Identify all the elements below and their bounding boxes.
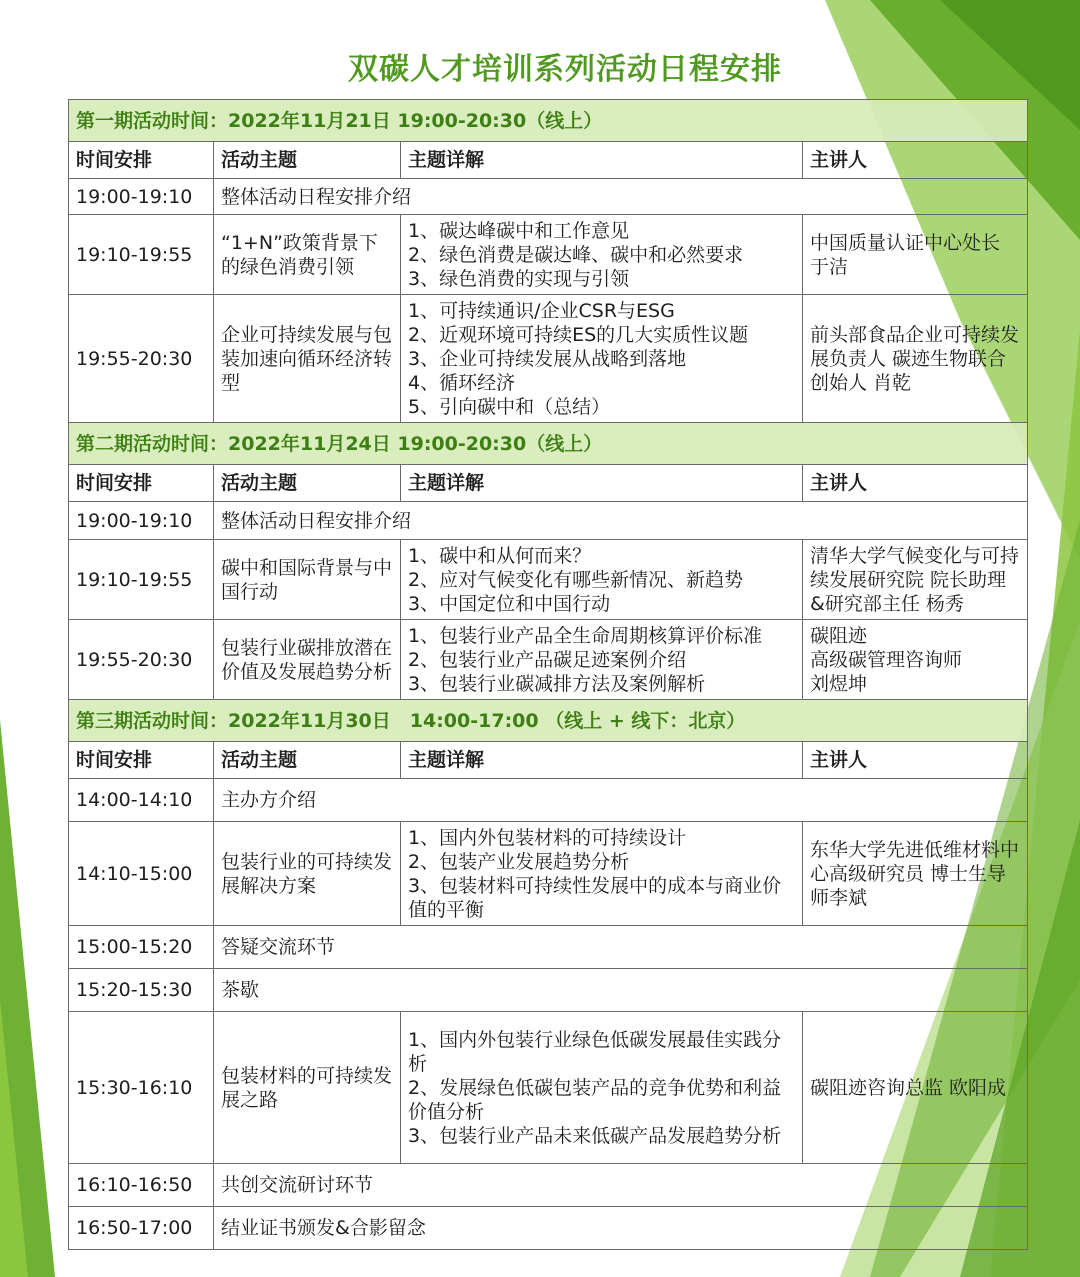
row-topic: 茶歇	[214, 969, 1028, 1012]
row-time: 19:10-19:55	[69, 215, 214, 295]
detail-line: 3、绿色消费的实现与引领	[408, 267, 630, 290]
row-time: 19:00-19:10	[69, 502, 214, 540]
schedule-row	[69, 215, 1028, 295]
speaker-line: 碳阻迹	[810, 624, 868, 647]
detail-line: 1、可持续通识/企业CSR与ESG	[408, 299, 675, 322]
row-details	[401, 620, 803, 700]
detail-line: 3、企业可持续发展从战略到落地	[408, 347, 687, 370]
row-time: 14:10-15:00	[69, 822, 214, 926]
schedule-row	[69, 969, 1028, 1012]
header-detail: 主题详解	[401, 742, 803, 779]
schedule-row	[69, 822, 1028, 926]
header-speaker: 主讲人	[803, 142, 1028, 179]
detail-line: 2、绿色消费是碳达峰、碳中和必然要求	[408, 243, 744, 266]
header-speaker: 主讲人	[803, 465, 1028, 502]
header-topic: 活动主题	[214, 465, 401, 502]
column-header-row	[69, 142, 1028, 179]
schedule-row	[69, 540, 1028, 620]
row-topic: 主办方介绍	[214, 779, 1028, 822]
row-time: 15:00-15:20	[69, 926, 214, 969]
row-time: 19:55-20:30	[69, 295, 214, 423]
row-speaker: 中国质量认证中心处长 于洁	[803, 215, 1028, 295]
detail-line: 1、碳中和从何而来？	[408, 544, 592, 567]
row-speaker: 清华大学气候变化与可持续发展研究院 院长助理&研究部主任 杨秀	[803, 540, 1028, 620]
row-details	[401, 540, 803, 620]
header-topic: 活动主题	[214, 142, 401, 179]
row-topic: 碳中和国际背景与中国行动	[214, 540, 401, 620]
schedule-row	[69, 295, 1028, 423]
detail-line: 1、国内外包装材料的可持续设计	[408, 826, 687, 849]
detail-line: 4、循环经济	[408, 371, 516, 394]
speaker-line: 高级碳管理咨询师	[810, 648, 963, 671]
schedule-row	[69, 1164, 1028, 1207]
session-heading: 第三期活动时间：2022年11月30日 14:00-17:00 （线上 + 线下：北京）	[69, 700, 1028, 742]
row-details	[401, 1012, 803, 1164]
header-time: 时间安排	[69, 742, 214, 779]
row-time: 19:00-19:10	[69, 179, 214, 215]
row-topic: 包装材料的可持续发展之路	[214, 1012, 401, 1164]
detail-line: 5、引向碳中和（总结）	[408, 395, 611, 418]
row-time: 16:10-16:50	[69, 1164, 214, 1207]
detail-line: 2、应对气候变化有哪些新情况、新趋势	[408, 568, 744, 591]
detail-line: 3、包装行业产品未来低碳产品发展趋势分析	[408, 1124, 782, 1147]
row-time: 16:50-17:00	[69, 1207, 214, 1250]
row-topic: 答疑交流环节	[214, 926, 1028, 969]
row-time: 14:00-14:10	[69, 779, 214, 822]
schedule-row	[69, 779, 1028, 822]
session-heading: 第一期活动时间：2022年11月21日 19:00-20:30（线上）	[69, 100, 1028, 142]
schedule-row	[69, 1012, 1028, 1164]
header-detail: 主题详解	[401, 465, 803, 502]
detail-line: 3、中国定位和中国行动	[408, 592, 611, 615]
header-speaker: 主讲人	[803, 742, 1028, 779]
row-speaker: 东华大学先进低维材料中心高级研究员 博士生导师李斌	[803, 822, 1028, 926]
row-time: 19:10-19:55	[69, 540, 214, 620]
detail-line: 2、包装产业发展趋势分析	[408, 850, 630, 873]
row-topic: “1+N”政策背景下的绿色消费引领	[214, 215, 401, 295]
row-topic: 结业证书颁发&合影留念	[214, 1207, 1028, 1250]
row-details	[401, 295, 803, 423]
row-topic: 整体活动日程安排介绍	[214, 502, 1028, 540]
header-time: 时间安排	[69, 142, 214, 179]
header-detail: 主题详解	[401, 142, 803, 179]
header-topic: 活动主题	[214, 742, 401, 779]
schedule-row	[69, 926, 1028, 969]
row-speaker: 碳阻迹咨询总监 欧阳成	[803, 1012, 1028, 1164]
row-time: 19:55-20:30	[69, 620, 214, 700]
detail-line: 3、包装行业碳减排方法及案例解析	[408, 672, 706, 695]
detail-line: 2、包装行业产品碳足迹案例介绍	[408, 648, 687, 671]
detail-line: 2、发展绿色低碳包装产品的竞争优势和利益价值分析	[408, 1076, 782, 1123]
session-heading: 第二期活动时间：2022年11月24日 19:00-20:30（线上）	[69, 423, 1028, 465]
row-topic: 企业可持续发展与包装加速向循环经济转型	[214, 295, 401, 423]
column-header-row	[69, 742, 1028, 779]
row-speaker: 前头部食品企业可持续发展负责人 碳迹生物联合创始人 肖乾	[803, 295, 1028, 423]
page-title: 双碳人才培训系列活动日程安排	[348, 52, 782, 87]
schedule-row	[69, 502, 1028, 540]
row-topic: 整体活动日程安排介绍	[214, 179, 1028, 215]
schedule-row	[69, 620, 1028, 700]
schedule-table	[68, 99, 1028, 1250]
row-topic: 共创交流研讨环节	[214, 1164, 1028, 1207]
row-time: 15:20-15:30	[69, 969, 214, 1012]
speaker-line: 刘煜坤	[810, 672, 868, 695]
row-time: 15:30-16:10	[69, 1012, 214, 1164]
session-heading-row	[69, 100, 1028, 142]
detail-line: 3、包装材料可持续性发展中的成本与商业价值的平衡	[408, 874, 782, 921]
schedule-row	[69, 179, 1028, 215]
session-heading-row	[69, 700, 1028, 742]
detail-line: 1、碳达峰碳中和工作意见	[408, 219, 630, 242]
row-topic: 包装行业的可持续发展解决方案	[214, 822, 401, 926]
detail-line: 1、国内外包装行业绿色低碳发展最佳实践分析	[408, 1028, 782, 1075]
detail-line: 1、包装行业产品全生命周期核算评价标准	[408, 624, 763, 647]
row-details	[401, 822, 803, 926]
column-header-row	[69, 465, 1028, 502]
row-speaker	[803, 620, 1028, 700]
row-topic: 包装行业碳排放潜在价值及发展趋势分析	[214, 620, 401, 700]
header-time: 时间安排	[69, 465, 214, 502]
schedule-row	[69, 1207, 1028, 1250]
session-heading-row	[69, 423, 1028, 465]
row-details	[401, 215, 803, 295]
detail-line: 2、近观环境可持续ES的几大实质性议题	[408, 323, 749, 346]
